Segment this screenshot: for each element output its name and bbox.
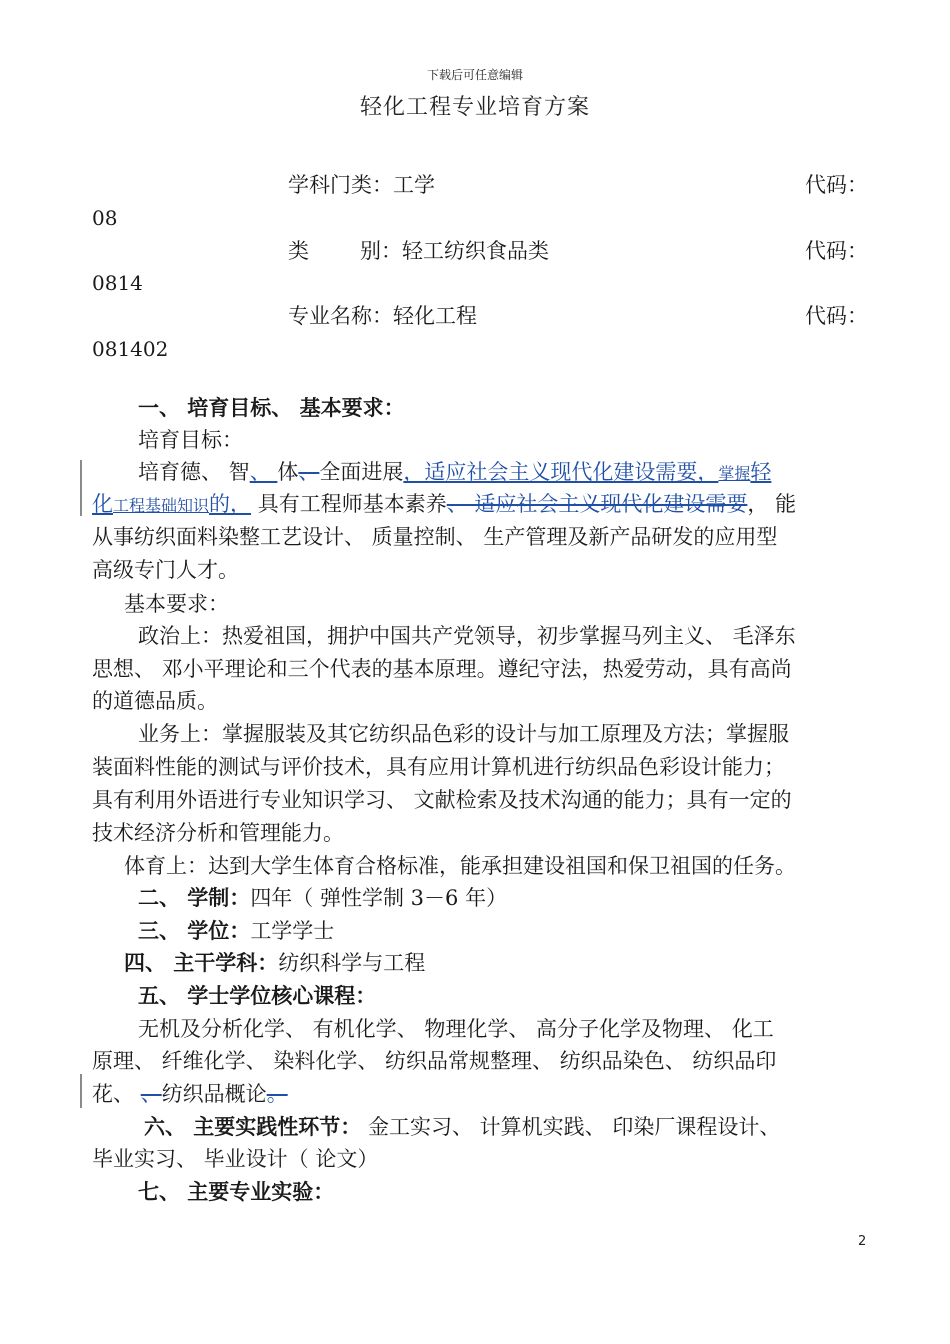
document-title: 轻化工程专业培育方案 <box>359 95 590 120</box>
section4-heading: 四、 主干学科： <box>124 951 279 975</box>
courses-line-1: 无机及分析化学、 有机化学、 物理化学、 高分子化学及物理、 化工 <box>138 1017 774 1041</box>
section2-number: 3－6 <box>410 886 459 910</box>
requirements-label: 基本要求： <box>124 592 229 616</box>
inserted-text-small: 工程基础知识 <box>113 496 210 515</box>
category-label-b: 别：轻工纺织食品类 <box>360 239 549 263</box>
goal-line-4: 高级专门人才。 <box>92 558 239 582</box>
inserted-text: 、 <box>249 460 278 484</box>
deleted-text: 、 <box>298 460 320 484</box>
courses-text: 纺织品概论 <box>161 1082 267 1106</box>
business-line-1: 业务上：掌握服装及其它纺织品色彩的设计与加工原理及方法；掌握服 <box>138 722 789 746</box>
category-code-label: 代码： <box>805 239 868 263</box>
section6-line-2: 毕业实习、 毕业设计（ 论文） <box>92 1147 379 1171</box>
section5-heading: 五、 学士学位核心课程： <box>138 984 377 1008</box>
business-line-2: 装面料性能的测试与评价技术，具有应用计算机进行纺织品色彩设计能力； <box>92 755 785 779</box>
section6-line-1 <box>144 1112 868 1142</box>
goal-text: 具有工程师基本素养 <box>251 492 447 516</box>
goal-label: 培育目标： <box>138 428 243 452</box>
goal-line-3: 从事纺织面料染整工艺设计、 质量控制、 生产管理及新产品研发的应用型 <box>92 525 778 549</box>
deleted-text: 。 <box>266 1082 288 1106</box>
goal-text: 全面进展 <box>319 460 404 484</box>
deleted-text: 、 适应社会主义现代化建设需要 <box>446 492 748 516</box>
section3-text: 工学学士 <box>250 919 335 943</box>
section4-text: 纺织科学与工程 <box>278 951 426 975</box>
discipline-code-label: 代码： <box>805 173 868 197</box>
change-bar <box>80 460 82 516</box>
business-line-4: 技术经济分析和管理能力。 <box>92 821 344 845</box>
major-label: 专业名称：轻化工程 <box>288 304 477 328</box>
section3-line <box>138 916 914 946</box>
section4-line <box>124 948 900 978</box>
section2-text: 四年（ 弹性学制 <box>250 886 411 910</box>
header-note: 下载后可任意编辑 <box>426 68 523 82</box>
section2-heading: 二、 学制： <box>138 886 251 910</box>
politics-line-2: 思想、 邓小平理论和三个代表的基本原理。遵纪守法，热爱劳动，具有高尚 <box>92 657 792 681</box>
goal-text: ， 能 <box>747 492 797 516</box>
section7-heading: 七、 主要专业实验： <box>138 1180 335 1204</box>
goal-line-1 <box>138 457 868 489</box>
section2-text: 年） <box>458 886 508 910</box>
politics-line-1: 政治上：热爱祖国，拥护中国共产党领导，初步掌握马列主义、 毛泽东 <box>138 624 796 648</box>
section1-heading: 一、 培育目标、 基本要求： <box>138 396 405 420</box>
change-bar <box>80 1074 82 1108</box>
discipline-label: 学科门类：工学 <box>288 173 435 197</box>
courses-line-2: 原理、 纤维化学、 染料化学、 纺织品常规整理、 纺织品染色、 纺织品印 <box>92 1049 777 1073</box>
inserted-text: ，适应社会主义现代化建设需要， <box>403 460 719 484</box>
major-code-label: 代码： <box>805 304 868 328</box>
inserted-text: 的， <box>209 492 252 516</box>
inserted-text: 化 <box>92 492 113 516</box>
politics-line-3: 的道德品质。 <box>92 689 218 713</box>
inserted-text-small: 掌握 <box>718 464 751 483</box>
deleted-text: 、 <box>140 1082 162 1106</box>
discipline-code: 08 <box>92 206 118 230</box>
courses-text: 花、 <box>92 1082 141 1106</box>
business-line-3: 具有利用外语进行专业知识学习、 文献检索及技术沟通的能力；具有一定的 <box>92 788 792 812</box>
major-code: 081402 <box>92 337 169 361</box>
section6-text: 金工实习、 计算机实践、 印染厂课程设计、 <box>361 1115 781 1139</box>
sports-line: 体育上：达到大学生体育合格标准，能承担建设祖国和保卫祖国的任务。 <box>124 854 796 878</box>
category-label-a: 类 <box>288 239 309 263</box>
category-code: 0814 <box>92 271 143 295</box>
goal-text: 培育德、 智 <box>138 460 250 484</box>
goal-text: 体 <box>277 460 299 484</box>
section3-heading: 三、 学位： <box>138 919 251 943</box>
goal-line-2 <box>92 489 868 521</box>
page-number: 2 <box>858 1234 867 1249</box>
section2-line <box>138 883 914 913</box>
courses-line-3 <box>92 1079 868 1109</box>
inserted-text: 轻 <box>750 460 772 484</box>
section6-heading: 六、 主要实践性环节： <box>144 1115 362 1139</box>
